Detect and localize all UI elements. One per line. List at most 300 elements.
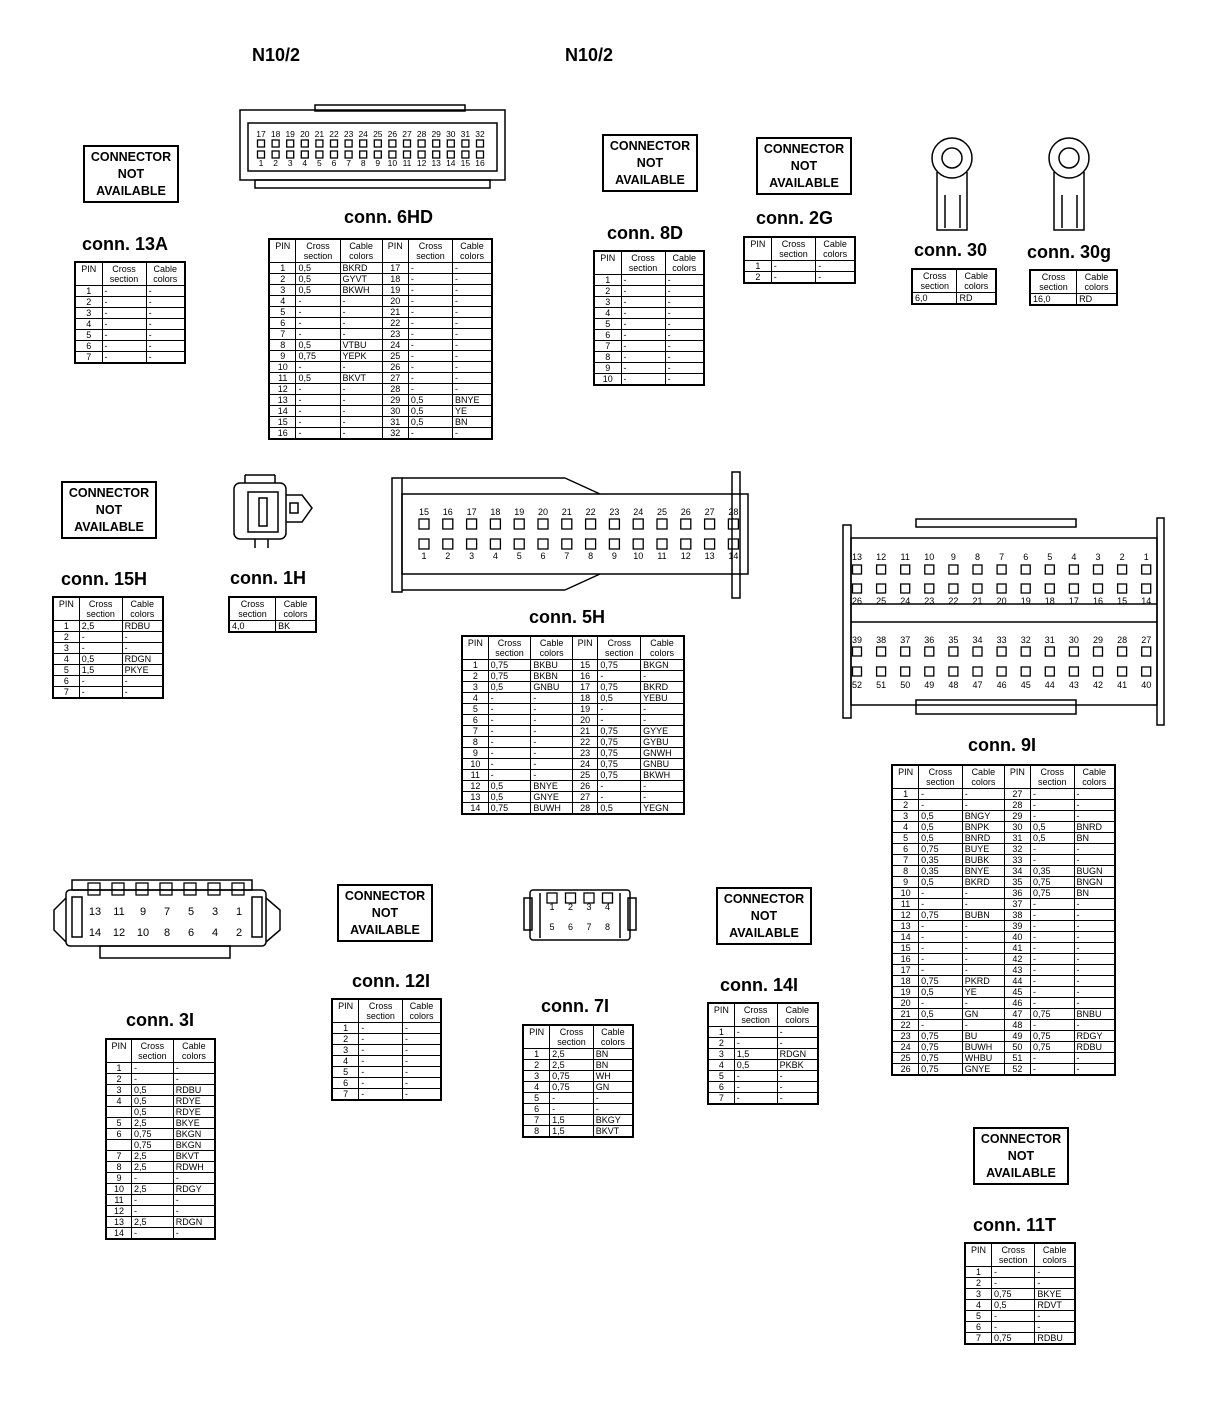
- pin-number: 31: [1044, 635, 1055, 645]
- table-row: 7 - - 21 0,75 GYYE: [462, 726, 684, 737]
- col-cable-colors: Cable colors: [402, 999, 441, 1023]
- table-row: 23 0,75 BU 49 0,75 RDGY: [892, 1031, 1115, 1042]
- table-row: 3 1,5 RDGN: [708, 1049, 818, 1060]
- pin-socket: [1069, 667, 1078, 676]
- table-row: 7 0,75 RDBU: [965, 1333, 1075, 1345]
- title-11t: conn. 11T: [973, 1215, 1057, 1235]
- pin-number: 26: [680, 507, 691, 517]
- pin-number: 18: [490, 507, 501, 517]
- pin-number: 3: [586, 902, 592, 912]
- table-row: 26 0,75 GNYE 52 - -: [892, 1064, 1115, 1076]
- col-cross-section: Cross section: [598, 636, 641, 660]
- table-row: 7 0,35 BUBK 33 - -: [892, 855, 1115, 866]
- pin-number: 1: [258, 158, 264, 168]
- col-pin: PIN: [462, 636, 488, 660]
- table-row: 25 0,75 WHBU 51 - -: [892, 1053, 1115, 1064]
- table-row: 10 - - 24 0,75 GNBU: [462, 759, 684, 770]
- pin-socket: [1045, 584, 1054, 593]
- table-row: 6 - - 20 - -: [462, 715, 684, 726]
- table-row: 14 - - 40 - -: [892, 932, 1115, 943]
- pin-number: 27: [1141, 635, 1152, 645]
- col-cross-section: Cross section: [296, 239, 340, 263]
- pin-number: 1: [549, 902, 555, 912]
- table-row: 6 - -: [332, 1078, 441, 1089]
- pin-socket: [301, 140, 308, 147]
- pin-number: 5: [317, 158, 322, 168]
- pin-socket: [877, 667, 886, 676]
- pin-number: 27: [704, 507, 715, 517]
- pin-number: 30: [1068, 635, 1079, 645]
- title-13a: conn. 13A: [82, 234, 169, 254]
- pin-number: 19: [285, 129, 295, 139]
- pin-number: 1: [235, 906, 243, 918]
- col-pin: PIN: [269, 239, 296, 263]
- table-row: 22 - - 48 - -: [892, 1020, 1115, 1031]
- pin-number: 10: [387, 158, 398, 168]
- pin-socket: [514, 539, 524, 549]
- col-pin: PIN: [572, 636, 598, 660]
- table-row: 4 0,75 GN: [523, 1082, 633, 1093]
- pin-socket: [160, 883, 172, 895]
- pin-socket: [404, 151, 411, 158]
- pin-socket: [877, 584, 886, 593]
- col-pin: PIN: [75, 262, 102, 286]
- pin-socket: [901, 584, 910, 593]
- pin-number: 3: [1095, 552, 1101, 562]
- title-30: conn. 30: [914, 240, 988, 260]
- col-cable-colors: Cable colors: [777, 1003, 818, 1027]
- table-row: 5 0,5 BNRD 31 0,5 BN: [892, 833, 1115, 844]
- pin-number: 40: [1141, 680, 1152, 690]
- pin-number: 2: [1119, 552, 1125, 562]
- pin-number: 16: [442, 507, 453, 517]
- table-row: 2 - -: [965, 1278, 1075, 1289]
- col-cable-colors: Cable colors: [1074, 765, 1115, 789]
- pin-socket: [443, 519, 453, 529]
- pin-socket: [1142, 667, 1151, 676]
- title-5h: conn. 5H: [529, 607, 606, 627]
- col-pin: PIN: [332, 999, 359, 1023]
- pin-number: 1: [1143, 552, 1149, 562]
- table-row: 3 0,5 RDBU: [106, 1085, 215, 1096]
- pin-number: 13: [851, 552, 863, 562]
- table-row: 4 0,5 RDYE: [106, 1096, 215, 1107]
- pin-number: 14: [88, 927, 102, 939]
- pin-socket: [657, 539, 667, 549]
- table-row: 11 0,5 BKVT 27 - -: [269, 373, 492, 384]
- pin-socket: [973, 647, 982, 656]
- pin-socket: [287, 151, 294, 158]
- pin-number: 12: [112, 927, 126, 939]
- table-row: 4 0,5 BNPK 30 0,5 BNRD: [892, 822, 1115, 833]
- col-cross-section: Cross section: [1030, 765, 1074, 789]
- pin-socket: [389, 151, 396, 158]
- table-row: 6 - - 22 - -: [269, 318, 492, 329]
- pin-number: 49: [924, 680, 935, 690]
- pin-socket: [1094, 647, 1103, 656]
- pin-socket: [562, 519, 572, 529]
- col-pin: PIN: [523, 1025, 550, 1049]
- table-row: 10 2,5 RDGY: [106, 1184, 215, 1195]
- table-row: 24 0,75 BUWH 50 0,75 RDBU: [892, 1042, 1115, 1053]
- pin-number: 15: [1117, 596, 1128, 606]
- table-row: 2 - -: [106, 1074, 215, 1085]
- table-row: 4 - - 20 - -: [269, 296, 492, 307]
- table-row: 4 - -: [332, 1056, 441, 1067]
- pin-number: 14: [1141, 596, 1152, 606]
- pin-number: 26: [387, 129, 398, 139]
- title-6hd: conn. 6HD: [344, 207, 434, 227]
- table-row: 5 - -: [965, 1311, 1075, 1322]
- pin-number: 2: [445, 551, 451, 561]
- pin-number: 9: [139, 906, 147, 918]
- pin-socket: [997, 647, 1006, 656]
- table-row: 0,75 BKGN: [106, 1140, 215, 1151]
- pin-socket: [490, 519, 500, 529]
- pin-number: 51: [876, 680, 887, 690]
- pin-socket: [374, 151, 381, 158]
- pin-number: 12: [416, 158, 427, 168]
- pin-socket: [1118, 667, 1127, 676]
- table-row: 1 - -: [744, 261, 855, 272]
- title-9i: conn. 9I: [968, 735, 1037, 755]
- table-row: 3 0,5 GNBU 17 0,75 BKRD: [462, 682, 684, 693]
- table-row: 21 0,5 GN 47 0,75 BNBU: [892, 1009, 1115, 1020]
- table-row: 4 - -: [594, 308, 704, 319]
- pin-socket: [657, 519, 667, 529]
- pin-socket: [1094, 584, 1103, 593]
- not-available-2g: CONNECTOR NOT AVAILABLE: [756, 137, 852, 195]
- table-row: 5 2,5 BKYE: [106, 1118, 215, 1129]
- pin-socket: [1069, 565, 1078, 574]
- table-row: 1 - -: [75, 286, 185, 297]
- title-14i: conn. 14I: [720, 975, 799, 995]
- connector-1h-drawing: [234, 475, 312, 548]
- pin-number: 16: [1092, 596, 1104, 606]
- pin-socket: [360, 140, 367, 147]
- table-row: 2 - -: [594, 286, 704, 297]
- table-row: 7 - - 23 - -: [269, 329, 492, 340]
- table-row: 6 0,75 BUYE 32 - -: [892, 844, 1115, 855]
- pin-number: 41: [1117, 680, 1128, 690]
- table-row: 9 - - 23 0,75 GNWH: [462, 748, 684, 759]
- table-row: 1 2,5 RDBU: [53, 621, 163, 632]
- pin-socket: [433, 151, 440, 158]
- title-1h: conn. 1H: [230, 568, 307, 588]
- table-row: 3 0,5 BNGY 29 - -: [892, 811, 1115, 822]
- pin-socket: [418, 151, 425, 158]
- table-row: 1 0,75 BKBU 15 0,75 BKGN: [462, 660, 684, 671]
- pin-number: 7: [564, 551, 570, 561]
- title-2g: conn. 2G: [756, 208, 834, 228]
- pin-socket: [997, 584, 1006, 593]
- pin-number: 45: [1020, 680, 1031, 690]
- col-cross-section: Cross section: [734, 1003, 777, 1027]
- pin-socket: [184, 883, 196, 895]
- pin-socket: [208, 883, 220, 895]
- pin-number: 6: [540, 551, 546, 561]
- pin-number: 26: [851, 596, 863, 606]
- pin-socket: [316, 151, 323, 158]
- pin-number: 6: [187, 927, 195, 939]
- pin-number: 4: [492, 551, 498, 561]
- pin-number: 22: [585, 507, 596, 517]
- pin-socket: [853, 584, 862, 593]
- pin-number: 37: [900, 635, 911, 645]
- table-row: 1 - -: [594, 275, 704, 286]
- pin-number: 5: [516, 551, 522, 561]
- table-row: 6 0,75 BKGN: [106, 1129, 215, 1140]
- pin-number: 5: [1047, 552, 1053, 562]
- pin-socket: [433, 140, 440, 147]
- pin-socket: [973, 565, 982, 574]
- pin-number: 15: [460, 158, 471, 168]
- table-row: 10 - - 26 - -: [269, 362, 492, 373]
- pin-socket: [112, 883, 124, 895]
- pin-socket: [973, 667, 982, 676]
- col-cross-section: Cross section: [229, 597, 276, 621]
- pin-socket: [477, 151, 484, 158]
- pin-number: 12: [876, 552, 887, 562]
- col-cross-section: Cross section: [621, 251, 665, 275]
- col-cable-colors: Cable colors: [146, 262, 185, 286]
- pin-socket: [345, 140, 352, 147]
- table-row: 5 - -: [708, 1071, 818, 1082]
- table-row: 3 - -: [53, 643, 163, 654]
- pin-number: 6: [331, 158, 337, 168]
- pin-number: 3: [211, 906, 219, 918]
- table-row: 5 - -: [332, 1067, 441, 1078]
- table-row: 4 - - 18 0,5 YEBU: [462, 693, 684, 704]
- pin-number: 31: [460, 129, 471, 139]
- pin-socket: [949, 647, 958, 656]
- pin-number: 6: [1023, 552, 1029, 562]
- pin-socket: [728, 539, 738, 549]
- pin-socket: [586, 519, 596, 529]
- pin-number: 20: [537, 507, 549, 517]
- pin-number: 36: [924, 635, 935, 645]
- pin-number: 6: [567, 922, 574, 932]
- pin-socket: [467, 519, 477, 529]
- pin-socket: [586, 539, 596, 549]
- pin-number: 21: [314, 129, 325, 139]
- col-pin: PIN: [744, 237, 771, 261]
- pin-socket: [360, 151, 367, 158]
- pin-socket: [681, 519, 691, 529]
- pin-number: 5: [187, 906, 195, 918]
- pin-number: 11: [113, 906, 125, 918]
- table-row: 6 - -: [523, 1104, 633, 1115]
- pin-socket: [1021, 565, 1030, 574]
- table-row: 17 - - 43 - -: [892, 965, 1115, 976]
- pin-number: 13: [88, 906, 102, 918]
- table-row: 2 - -: [708, 1038, 818, 1049]
- pin-number: 25: [373, 129, 383, 139]
- table-row: 0,5 RDYE: [106, 1107, 215, 1118]
- col-cross-section: Cross section: [408, 239, 452, 263]
- pin-socket: [949, 667, 958, 676]
- not-available-12i: CONNECTOR NOT AVAILABLE: [337, 884, 433, 942]
- pin-number: 48: [948, 680, 959, 690]
- pin-socket: [374, 140, 381, 147]
- table-row: 2 0,5 GYVT 18 - -: [269, 274, 492, 285]
- table-row: 1 0,5 BKRD 17 - -: [269, 263, 492, 274]
- pin-socket: [853, 647, 862, 656]
- pin-socket: [272, 151, 279, 158]
- header-n10-2-right: N10/2: [565, 45, 614, 65]
- table-row: 8 - -: [594, 352, 704, 363]
- col-cable-colors: Cable colors: [665, 251, 704, 275]
- pin-number: 23: [343, 129, 354, 139]
- not-available-14i: CONNECTOR NOT AVAILABLE: [716, 887, 812, 945]
- pin-socket: [705, 539, 715, 549]
- pin-number: 16: [475, 158, 485, 168]
- pin-socket: [272, 140, 279, 147]
- connector-9i-drawing: [843, 518, 1164, 725]
- pin-number: 17: [256, 129, 266, 139]
- table-row: 16,0 RD: [1030, 294, 1117, 306]
- table-row: 5 - -: [594, 319, 704, 330]
- table-row: 6 - -: [594, 330, 704, 341]
- pin-socket: [1142, 647, 1151, 656]
- pin-number: 21: [972, 596, 983, 606]
- pin-socket: [538, 539, 548, 549]
- table-row: 3 0,75 BKYE: [965, 1289, 1075, 1300]
- pin-socket: [477, 140, 484, 147]
- table-row: 19 0,5 YE 45 - -: [892, 987, 1115, 998]
- col-cross-section: Cross section: [359, 999, 403, 1023]
- pin-number: 4: [1071, 552, 1077, 562]
- pin-socket: [633, 539, 643, 549]
- table-row: 3 0,5 BKWH 19 - -: [269, 285, 492, 296]
- col-cross-section: Cross section: [488, 636, 531, 660]
- connector-7i-drawing: [524, 890, 636, 940]
- pin-number: 29: [1092, 635, 1104, 645]
- pin-number: 25: [656, 507, 668, 517]
- table-row: 12 0,5 BNYE 26 - -: [462, 781, 684, 792]
- col-cable-colors: Cable colors: [276, 597, 316, 621]
- col-cross-section: Cross section: [912, 269, 957, 293]
- pin-number: 11: [657, 551, 667, 561]
- pin-number: 2: [273, 158, 278, 168]
- pin-socket: [419, 539, 429, 549]
- pin-socket: [609, 519, 619, 529]
- table-row: 4 0,5 RDVT: [965, 1300, 1075, 1311]
- pin-number: 5: [549, 922, 555, 932]
- pin-socket: [997, 565, 1006, 574]
- pin-socket: [901, 647, 910, 656]
- table-row: 3 - -: [594, 297, 704, 308]
- table-row: 8 0,35 BNYE 34 0,35 BUGN: [892, 866, 1115, 877]
- table-row: 1 - -: [708, 1027, 818, 1038]
- table-row: 13 0,5 GNYE 27 - -: [462, 792, 684, 803]
- table-row: 7 - -: [332, 1089, 441, 1101]
- pin-number: 7: [346, 158, 351, 168]
- not-available-15h: CONNECTOR NOT AVAILABLE: [61, 481, 157, 539]
- pin-socket: [447, 151, 454, 158]
- pin-number: 35: [948, 635, 959, 645]
- pin-number: 20: [996, 596, 1007, 606]
- pin-number: 32: [1020, 635, 1031, 645]
- table-row: 2 - -: [332, 1034, 441, 1045]
- pin-number: 10: [136, 927, 150, 939]
- pin-number: 8: [974, 552, 981, 562]
- table-row: 10 - -: [594, 374, 704, 386]
- col-cable-colors: Cable colors: [122, 597, 163, 621]
- table-row: 4 - -: [75, 319, 185, 330]
- pin-socket: [287, 140, 294, 147]
- pin-socket: [447, 140, 454, 147]
- pin-socket: [1142, 565, 1151, 574]
- table-row: 16 - - 32 - -: [269, 428, 492, 440]
- table-row: 8 0,5 VTBU 24 - -: [269, 340, 492, 351]
- pin-socket: [136, 883, 148, 895]
- pin-number: 3: [469, 551, 475, 561]
- table-row: 6 - -: [708, 1082, 818, 1093]
- table-row: 14 - - 30 0,5 YE: [269, 406, 492, 417]
- table-row: 13 - - 29 0,5 BNYE: [269, 395, 492, 406]
- table-row: 7 1,5 BKGY: [523, 1115, 633, 1126]
- pin-socket: [462, 151, 469, 158]
- not-available-13a: CONNECTOR NOT AVAILABLE: [83, 145, 179, 203]
- col-cross-section: Cross section: [771, 237, 816, 261]
- pin-number: 42: [1092, 680, 1104, 690]
- table-row: 13 - - 39 - -: [892, 921, 1115, 932]
- pin-socket: [609, 539, 619, 549]
- table-row: 11 - - 25 0,75 BKWH: [462, 770, 684, 781]
- pin-number: 25: [876, 596, 887, 606]
- pin-number: 27: [402, 129, 412, 139]
- pin-socket: [1021, 647, 1030, 656]
- table-row: 9 0,5 BKRD 35 0,75 BNGN: [892, 877, 1115, 888]
- pin-number: 8: [588, 551, 594, 561]
- table-row: 15 - - 31 0,5 BN: [269, 417, 492, 428]
- table-row: 15 - - 41 - -: [892, 943, 1115, 954]
- table-row: 12 - -: [106, 1206, 215, 1217]
- pin-socket: [389, 140, 396, 147]
- title-8d: conn. 8D: [607, 223, 684, 243]
- pin-number: 22: [329, 129, 339, 139]
- col-cable-colors: Cable colors: [1077, 270, 1117, 294]
- col-cable-colors: Cable colors: [453, 239, 493, 263]
- col-cable-colors: Cable colors: [816, 237, 855, 261]
- pin-socket: [1118, 647, 1127, 656]
- pin-socket: [345, 151, 352, 158]
- col-cross-section: Cross section: [1030, 270, 1077, 294]
- pin-socket: [88, 883, 100, 895]
- table-row: 6 - -: [53, 676, 163, 687]
- pin-socket: [633, 519, 643, 529]
- table-row: 14 0,75 BUWH 28 0,5 YEGN: [462, 803, 684, 815]
- pin-number: 9: [375, 158, 381, 168]
- pin-socket: [925, 647, 934, 656]
- col-pin: PIN: [106, 1039, 132, 1063]
- table-row: 9 0,75 YEPK 25 - -: [269, 351, 492, 362]
- title-12i: conn. 12I: [352, 971, 431, 991]
- pin-number: 21: [561, 507, 572, 517]
- col-cable-colors: Cable colors: [641, 636, 684, 660]
- pin-number: 14: [446, 158, 456, 168]
- pin-socket: [232, 883, 244, 895]
- table-row: 7 - -: [594, 341, 704, 352]
- table-row: 1 2,5 BN: [523, 1049, 633, 1060]
- pin-socket: [877, 565, 886, 574]
- header-n10-2-left: N10/2: [252, 45, 301, 65]
- col-cross-section: Cross section: [132, 1039, 174, 1063]
- pin-socket: [490, 539, 500, 549]
- col-cross-section: Cross section: [992, 1243, 1035, 1267]
- pin-number: 30: [446, 129, 456, 139]
